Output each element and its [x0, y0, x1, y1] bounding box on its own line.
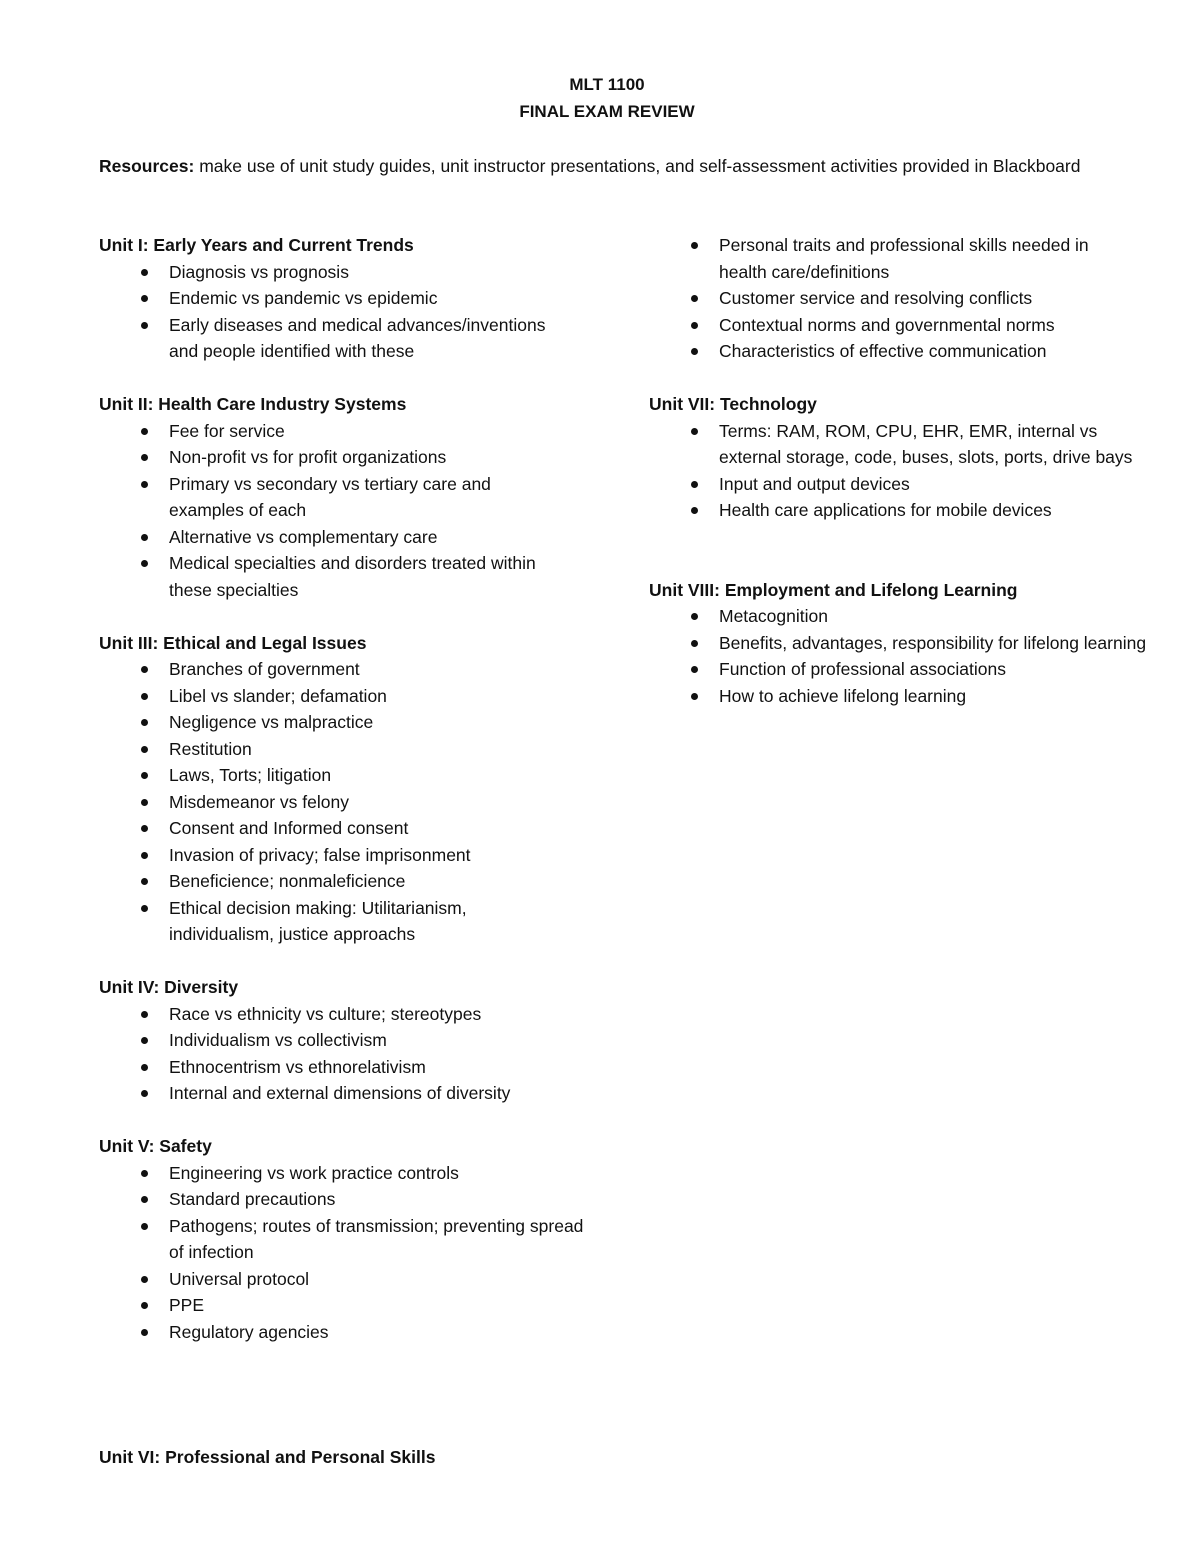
list-item: Ethnocentrism vs ethnorelativism [99, 1054, 599, 1081]
unit-title: Unit VII: Technology [649, 394, 817, 414]
list-item: Characteristics of effective communication [649, 338, 1119, 365]
list-item: Endemic vs pandemic vs epidemic [99, 285, 569, 312]
unit-title: Unit VIII: Employment and Lifelong Learning [649, 579, 1018, 600]
list-item: Personal traits and professional skills needed in health care/definitions [649, 232, 1119, 285]
list-item: Early diseases and medical advances/inventions and people identified with these [99, 312, 569, 365]
list-item: Pathogens; routes of transmission; preventing spread of infection [99, 1213, 584, 1266]
list-item: Invasion of privacy; false imprisonment [99, 842, 569, 869]
list-item: Contextual norms and governmental norms [649, 312, 1119, 339]
unit-item-list [649, 418, 1139, 524]
list-item: Universal protocol [99, 1266, 584, 1293]
unit-1-section [99, 232, 569, 365]
unit-2-section [99, 391, 569, 603]
list-item: Terms: RAM, ROM, CPU, EHR, EMR, internal vs external storage, code, buses, slots, ports, drive bays [649, 418, 1139, 471]
list-item: Input and output devices [649, 471, 1139, 498]
list-item: Health care applications for mobile devices [649, 497, 1139, 524]
list-item: Medical specialties and disorders treated within these specialties [99, 550, 569, 603]
unit-6-heading-block [99, 1444, 599, 1471]
unit-5-section [99, 1133, 584, 1345]
unit-4-section [99, 974, 599, 1107]
list-item: Standard precautions [99, 1186, 584, 1213]
unit-title: Unit I: Early Years and Current Trends [99, 235, 414, 255]
resources-label: Resources: [99, 156, 195, 176]
list-item: Ethical decision making: Utilitarianism, individualism, justice approachs [99, 895, 569, 948]
list-item: Diagnosis vs prognosis [99, 259, 569, 286]
list-item: Alternative vs complementary care [99, 524, 569, 551]
left-column [99, 232, 599, 1372]
unit-item-list [99, 418, 569, 604]
list-item: Beneficience; nonmaleficience [99, 868, 569, 895]
list-item: Misdemeanor vs felony [99, 789, 569, 816]
list-item: Libel vs slander; defamation [99, 683, 569, 710]
list-item: Non-profit vs for profit organizations [99, 444, 569, 471]
list-item: Consent and Informed consent [99, 815, 569, 842]
list-item: Race vs ethnicity vs culture; stereotypes [99, 1001, 599, 1028]
list-item: Customer service and resolving conflicts [649, 285, 1119, 312]
list-item: Engineering vs work practice controls [99, 1160, 584, 1187]
unit-6-items-section [649, 232, 1119, 365]
list-item: Fee for service [99, 418, 569, 445]
list-item: Individualism vs collectivism [99, 1027, 599, 1054]
unit-title: Unit II: Health Care Industry Systems [99, 394, 407, 414]
unit-title: Unit VI: Professional and Personal Skills [99, 1447, 436, 1467]
unit-3-section [99, 630, 569, 948]
list-item: Benefits, advantages, responsibility for lifelong learning [649, 630, 1149, 657]
page-title: FINAL EXAM REVIEW [519, 102, 695, 121]
unit-8-section [649, 577, 1149, 710]
list-item: Restitution [99, 736, 569, 763]
resources-text: make use of unit study guides, unit instructor presentations, and self-assessment activities provided in Blackboard [194, 156, 1081, 176]
unit-title: Unit III: Ethical and Legal Issues [99, 632, 367, 653]
list-item: PPE [99, 1292, 584, 1319]
unit-title: Unit IV: Diversity [99, 977, 239, 997]
unit-item-list [99, 259, 569, 365]
unit-item-list [99, 1001, 599, 1107]
list-item: Primary vs secondary vs tertiary care and examples of each [99, 471, 569, 524]
unit-item-list [649, 232, 1119, 365]
list-item: Laws, Torts; litigation [99, 762, 569, 789]
list-item: Branches of government [99, 656, 569, 683]
unit-item-list [649, 603, 1149, 709]
unit-7-section [649, 391, 1139, 524]
list-item: How to achieve lifelong learning [649, 683, 1149, 710]
unit-item-list [99, 656, 569, 948]
right-column [649, 232, 1149, 736]
list-item: Regulatory agencies [99, 1319, 584, 1346]
list-item: Negligence vs malpractice [99, 709, 569, 736]
list-item: Function of professional associations [649, 656, 1149, 683]
list-item: Metacognition [649, 603, 1149, 630]
course-code: MLT 1100 [569, 75, 645, 94]
resources-paragraph [99, 153, 1109, 180]
list-item: Internal and external dimensions of diversity [99, 1080, 599, 1107]
unit-title: Unit V: Safety [99, 1136, 212, 1156]
unit-item-list [99, 1160, 584, 1346]
